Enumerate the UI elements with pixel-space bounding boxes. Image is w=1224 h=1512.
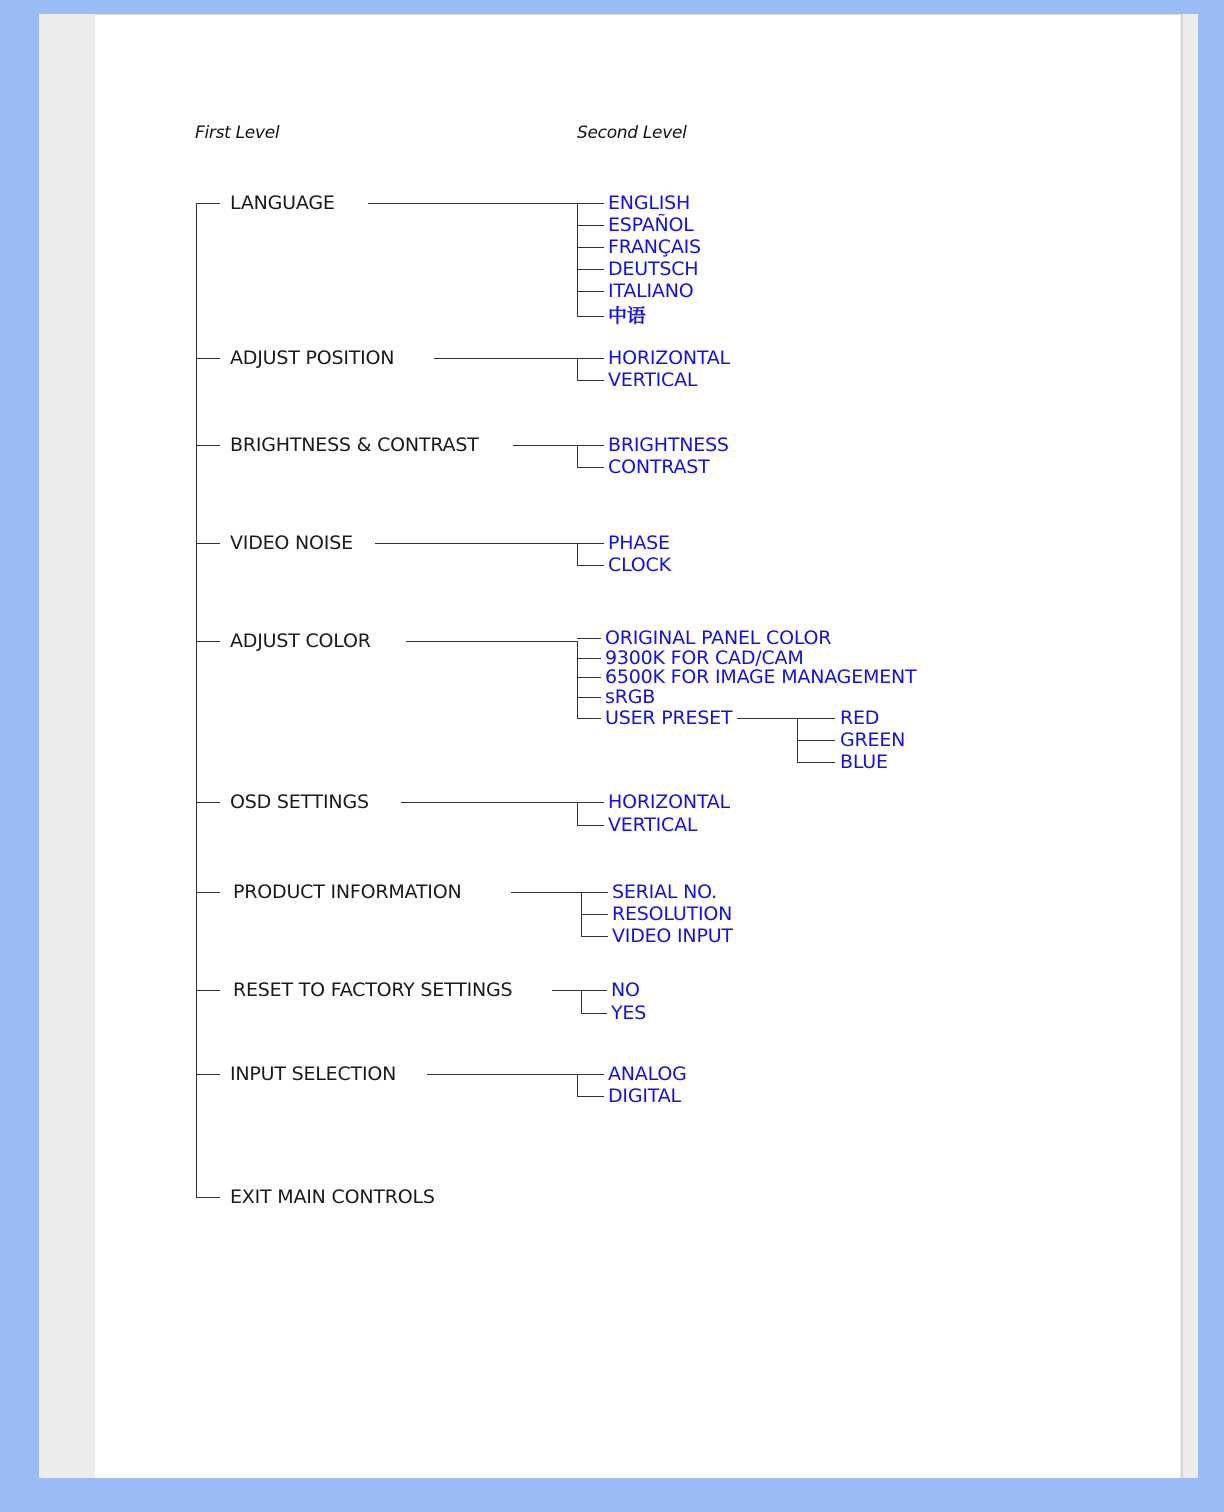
first-level-item[interactable]: OSD SETTINGS — [230, 791, 369, 813]
third-level-item[interactable]: RED — [840, 707, 880, 729]
second-level-item[interactable]: HORIZONTAL — [608, 347, 730, 369]
second-level-item[interactable]: VERTICAL — [608, 814, 698, 836]
first-level-item[interactable]: PRODUCT INFORMATION — [233, 881, 462, 903]
first-level-item[interactable]: EXIT MAIN CONTROLS — [230, 1186, 435, 1208]
second-level-tick — [577, 825, 604, 826]
scrollbar-edge — [1181, 14, 1183, 1478]
second-level-item[interactable]: sRGB — [605, 686, 656, 708]
second-level-trunk — [577, 641, 578, 718]
level-connector — [511, 892, 581, 893]
level-connector — [513, 445, 577, 446]
second-level-trunk — [577, 358, 578, 380]
second-level-item[interactable]: NO — [611, 979, 640, 1001]
second-level-item[interactable]: VIDEO INPUT — [612, 925, 733, 947]
first-level-item[interactable]: VIDEO NOISE — [230, 532, 353, 554]
second-level-heading: Second Level — [577, 123, 687, 143]
first-level-item[interactable]: INPUT SELECTION — [230, 1063, 397, 1085]
second-level-item[interactable]: RESOLUTION — [612, 903, 733, 925]
second-level-tick — [581, 1013, 607, 1014]
first-level-item[interactable]: ADJUST POSITION — [230, 347, 395, 369]
first-level-tick — [196, 990, 220, 991]
first-level-item[interactable]: RESET TO FACTORY SETTINGS — [233, 979, 513, 1001]
second-level-tick — [577, 1074, 604, 1075]
second-level-item[interactable]: ORIGINAL PANEL COLOR — [605, 627, 832, 649]
second-level-tick — [577, 565, 604, 566]
second-level-tick — [577, 445, 604, 446]
first-level-tick — [196, 1074, 220, 1075]
second-level-item[interactable]: SERIAL NO. — [612, 881, 717, 903]
second-level-trunk — [577, 543, 578, 565]
first-level-tick — [196, 358, 220, 359]
level-connector — [434, 358, 577, 359]
level-connector — [552, 990, 581, 991]
second-level-item[interactable]: ESPAÑOL — [608, 214, 694, 236]
second-level-trunk — [581, 990, 582, 1013]
first-level-item[interactable]: BRIGHTNESS & CONTRAST — [230, 434, 479, 456]
second-level-tick — [581, 936, 608, 937]
second-level-trunk — [577, 203, 578, 316]
second-level-item[interactable]: DIGITAL — [608, 1085, 681, 1107]
content-top-border — [95, 14, 1180, 15]
first-level-tick — [196, 543, 220, 544]
second-level-item[interactable]: CLOCK — [608, 554, 671, 576]
second-level-tick — [577, 316, 604, 317]
third-level-connector — [737, 718, 797, 719]
level-connector — [427, 1074, 577, 1075]
third-level-item[interactable]: GREEN — [840, 729, 906, 751]
second-level-trunk — [577, 1074, 578, 1096]
level-connector — [368, 203, 577, 204]
second-level-item[interactable]: CONTRAST — [608, 456, 710, 478]
second-level-tick — [577, 225, 604, 226]
second-level-item[interactable]: ENGLISH — [608, 192, 691, 214]
second-level-tick — [577, 1096, 604, 1097]
second-level-item[interactable]: HORIZONTAL — [608, 791, 730, 813]
second-level-tick — [577, 697, 601, 698]
second-level-item[interactable]: USER PRESET — [605, 707, 733, 729]
second-level-tick — [581, 892, 608, 893]
second-level-item[interactable]: YES — [611, 1002, 647, 1024]
second-level-tick — [577, 677, 601, 678]
first-level-item[interactable]: ADJUST COLOR — [230, 630, 371, 652]
second-level-trunk — [577, 802, 578, 825]
second-level-item[interactable]: 6500K FOR IMAGE MANAGEMENT — [605, 666, 917, 688]
second-level-item[interactable]: VERTICAL — [608, 369, 698, 391]
level-connector — [406, 641, 577, 642]
second-level-item[interactable]: FRANÇAIS — [608, 236, 701, 258]
second-level-tick — [577, 802, 604, 803]
second-level-tick — [577, 269, 604, 270]
second-level-item[interactable]: ANALOG — [608, 1063, 687, 1085]
main-trunk-line — [196, 203, 197, 1197]
left-gutter — [39, 14, 95, 1478]
second-level-item[interactable]: 中语 — [608, 305, 646, 327]
second-level-tick — [577, 543, 604, 544]
third-level-tick — [797, 762, 835, 763]
second-level-tick — [577, 467, 604, 468]
second-level-tick — [577, 247, 604, 248]
second-level-tick — [577, 718, 601, 719]
second-level-tick — [581, 914, 608, 915]
first-level-tick — [196, 1197, 220, 1198]
third-level-tick — [797, 740, 835, 741]
second-level-trunk — [577, 445, 578, 467]
second-level-item[interactable]: PHASE — [608, 532, 670, 554]
first-level-tick — [196, 203, 220, 204]
second-level-tick — [577, 203, 604, 204]
third-level-tick — [797, 718, 835, 719]
first-level-tick — [196, 892, 220, 893]
first-level-tick — [196, 641, 220, 642]
first-level-heading: First Level — [195, 123, 280, 143]
level-connector — [375, 543, 577, 544]
third-level-item[interactable]: BLUE — [840, 751, 888, 773]
second-level-tick — [577, 291, 604, 292]
first-level-tick — [196, 802, 220, 803]
first-level-item[interactable]: LANGUAGE — [230, 192, 335, 214]
second-level-tick — [577, 380, 604, 381]
second-level-item[interactable]: 9300K FOR CAD/CAM — [605, 647, 804, 669]
second-level-tick — [577, 358, 604, 359]
second-level-tick — [577, 658, 601, 659]
second-level-item[interactable]: BRIGHTNESS — [608, 434, 729, 456]
second-level-item[interactable]: ITALIANO — [608, 280, 694, 302]
first-level-tick — [196, 445, 220, 446]
second-level-item[interactable]: DEUTSCH — [608, 258, 699, 280]
second-level-tick — [581, 990, 607, 991]
second-level-tick — [577, 638, 601, 639]
level-connector — [401, 802, 577, 803]
